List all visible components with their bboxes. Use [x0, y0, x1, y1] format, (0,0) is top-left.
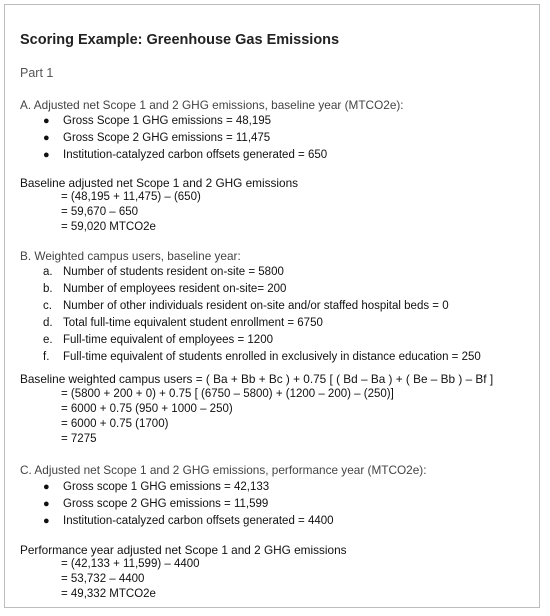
calc-line: = (48,195 + 11,475) – (650)	[61, 191, 201, 203]
document-title: Scoring Example: Greenhouse Gas Emissions	[20, 32, 340, 48]
calc-line: = (5800 + 200 + 0) + 0.75 [ (6750 – 5800) + (1200 – 200) – (250)]	[61, 388, 394, 400]
list-item: ● Gross Scope 1 GHG emissions = 48,195	[43, 113, 327, 130]
calc-line: = 59,020 MTCO2e	[61, 221, 156, 233]
calc-line: = (42,133 + 11,599) – 4400	[61, 558, 200, 570]
list-item: ● Gross scope 1 GHG emissions = 42,133	[43, 479, 334, 496]
calc-line: = 6000 + 0.75 (950 + 1000 – 250)	[61, 403, 233, 415]
section-a-calculation	[61, 190, 201, 235]
section-b-list	[43, 264, 481, 366]
bullet-icon: ●	[43, 498, 50, 510]
section-c-bullet-list	[43, 479, 334, 530]
section-a-bullet-list	[43, 113, 327, 164]
bullet-icon: ●	[43, 115, 50, 127]
section-b-calculation	[61, 387, 394, 447]
list-item: e. Full-time equivalent of employees = 1200	[43, 334, 273, 346]
list-item: a. Number of students resident on-site = 5800	[43, 266, 284, 278]
calc-line: = 7275	[61, 433, 97, 445]
section-c-heading: C. Adjusted net Scope 1 and 2 GHG emissions, performance year (MTCO2e):	[20, 463, 427, 477]
list-item: ● Institution-catalyzed carbon offsets generated = 4400	[43, 513, 334, 530]
bullet-icon: ●	[43, 132, 50, 144]
document-page	[4, 4, 540, 608]
section-a-calc-heading: Baseline adjusted net Scope 1 and 2 GHG emissions	[20, 176, 299, 190]
list-item: ● Gross scope 2 GHG emissions = 11,599	[43, 496, 334, 513]
section-c-calc-heading: Performance year adjusted net Scope 1 and 2 GHG emissions	[20, 543, 347, 557]
section-a-heading: A. Adjusted net Scope 1 and 2 GHG emissions, baseline year (MTCO2e):	[20, 98, 404, 112]
calc-line: = 6000 + 0.75 (1700)	[61, 418, 169, 430]
part-label: Part 1	[20, 66, 54, 80]
list-item: f. Full-time equivalent of students enrolled in exclusively in distance education = 250	[43, 351, 481, 363]
list-item: ● Gross Scope 2 GHG emissions = 11,475	[43, 130, 327, 147]
section-c-calculation	[61, 557, 200, 602]
section-b-heading: B. Weighted campus users, baseline year:	[20, 249, 241, 263]
bullet-icon: ●	[43, 515, 50, 527]
bullet-icon: ●	[43, 149, 50, 161]
list-item: ● Institution-catalyzed carbon offsets generated = 650	[43, 147, 327, 164]
calc-line: = 49,332 MTCO2e	[61, 588, 156, 600]
list-item: b. Number of employees resident on-site= 200	[43, 283, 287, 295]
list-item: d. Total full-time equivalent student enrollment = 6750	[43, 317, 323, 329]
list-item: c. Number of other individuals resident on-site and/or staffed hospital beds = 0	[43, 300, 449, 312]
section-b-calc-heading: Baseline weighted campus users = ( Ba + Bb + Bc ) + 0.75 [ ( Bd – Ba ) + ( Be – Bb ) – Bf ]	[20, 372, 494, 386]
calc-line: = 53,732 – 4400	[61, 573, 145, 585]
calc-line: = 59,670 – 650	[61, 206, 139, 218]
bullet-icon: ●	[43, 481, 50, 493]
